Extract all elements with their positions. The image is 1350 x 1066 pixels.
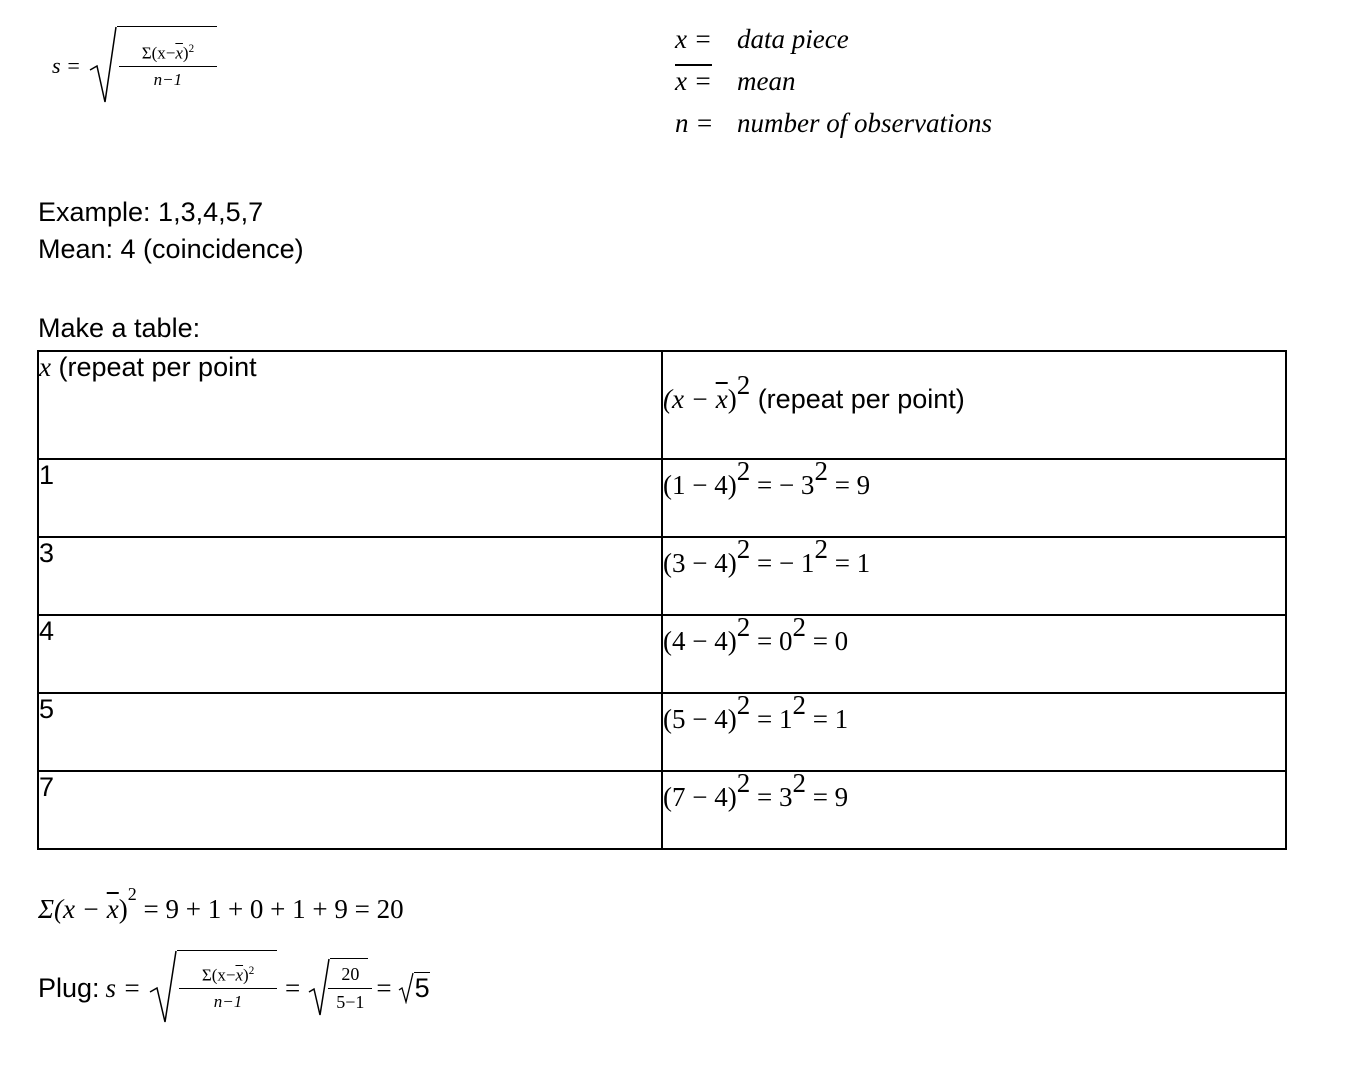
deviation-value: $(1 - 4)^2$ = − $3^2 = 9$ xyxy=(662,459,1286,537)
table-row xyxy=(38,615,1286,693)
definition-symbol: x = xyxy=(675,65,712,96)
definition-row xyxy=(675,102,992,144)
table-row xyxy=(38,537,1286,615)
x-value: 4 xyxy=(38,615,662,693)
table-intro: Make a table: xyxy=(38,313,201,343)
definition-meaning: data piece xyxy=(737,23,849,54)
x-value: 7 xyxy=(38,771,662,849)
table-header-row xyxy=(38,351,1286,459)
definition-meaning: number of observations xyxy=(737,107,992,138)
plug-radical-2 xyxy=(308,958,368,1018)
formula-radical xyxy=(89,26,217,106)
example-line: Example: 1,3,4,5,7 xyxy=(38,197,264,227)
sum-line: $\Sigma(x - \overline{x})^2 = 9 + 1 + 0 + 1 + 9 = 20$ xyxy=(38,884,404,924)
header-deviation: $(x - \overline{x})^2$ (repeat per point) xyxy=(662,351,1286,459)
definition-symbol: n = xyxy=(675,107,714,138)
mean-line: Mean: 4 (coincidence) xyxy=(38,234,304,264)
radical-sign-icon xyxy=(149,950,177,1026)
deviation-value: $(5 - 4)^2 = 1^2 = 1$ xyxy=(662,693,1286,771)
x-value: 3 xyxy=(38,537,662,615)
definition-symbol: x = xyxy=(675,23,712,54)
plug-radical-1 xyxy=(149,950,277,1026)
plug-equals-1: = xyxy=(285,972,301,1003)
x-value: 5 xyxy=(38,693,662,771)
radical-sign-icon xyxy=(398,972,414,1004)
deviation-value: $(3 - 4)^2$ = − $1^2 = 1$ xyxy=(662,537,1286,615)
deviation-value: $(7 - 4)^2 = 3^2 = 9$ xyxy=(662,771,1286,849)
plug-fraction-2 xyxy=(332,964,368,1013)
definition-meaning: mean xyxy=(737,65,796,96)
table-row xyxy=(38,459,1286,537)
plug-lhs: s = xyxy=(105,972,142,1003)
formula-denominator: n−1 xyxy=(119,66,217,90)
radical-sign-icon xyxy=(308,958,330,1018)
plug-equals-2: = xyxy=(376,972,392,1003)
formula-fraction xyxy=(119,43,217,91)
std-dev-formula xyxy=(52,26,217,106)
radical-sign-icon xyxy=(89,26,117,106)
deviation-value: $(4 - 4)^2 = 0^2 = 0$ xyxy=(662,615,1286,693)
plug-label: Plug: xyxy=(38,972,100,1003)
variable-definitions xyxy=(675,18,992,144)
plug-numerator-2: 20 xyxy=(341,964,360,984)
deviation-table xyxy=(37,350,1287,850)
definition-row xyxy=(675,18,992,60)
x-value: 1 xyxy=(38,459,662,537)
plug-denominator-1: n−1 xyxy=(179,988,277,1012)
plug-radical-final xyxy=(398,972,430,1004)
plug-final-value: 5 xyxy=(414,973,430,1003)
plug-numerator-1: $\Sigma(x-\overline{x})^2$ xyxy=(201,964,255,985)
header-x: x (repeat per point xyxy=(38,351,662,459)
table-row xyxy=(38,771,1286,849)
table-row xyxy=(38,693,1286,771)
formula-numerator: $\Sigma(x-\overline{x})^2$ xyxy=(141,42,195,63)
plug-denominator-2: 5−1 xyxy=(328,988,372,1013)
plug-line xyxy=(38,950,430,1026)
plug-fraction-1 xyxy=(179,965,277,1013)
definition-row xyxy=(675,60,992,102)
formula-lhs: s = xyxy=(52,53,81,78)
